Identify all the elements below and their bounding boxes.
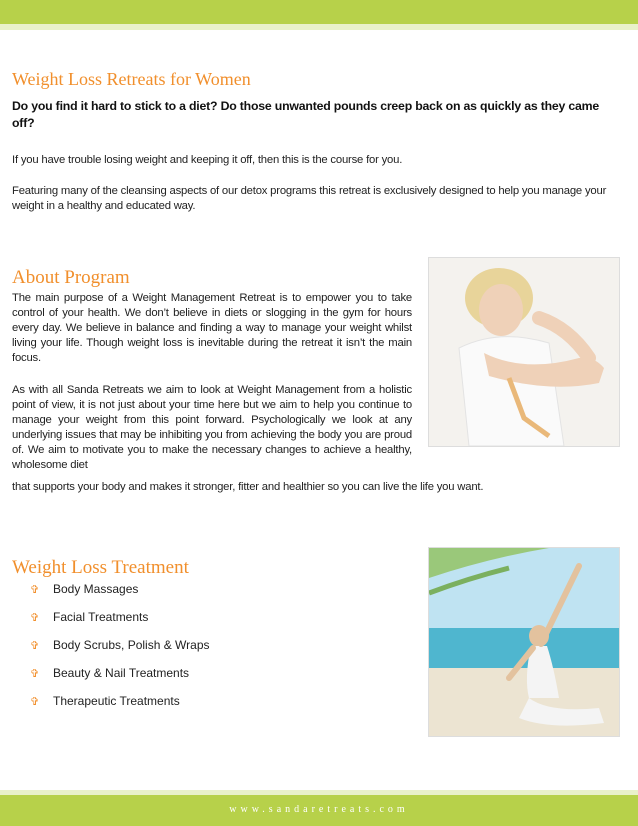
about-paragraph-2-tail: that supports your body and makes it stronger, fitter and healthier so you can live the life you want.	[12, 481, 484, 493]
cross-bullet-icon: ✞	[30, 582, 40, 596]
cross-bullet-icon: ✞	[30, 638, 40, 652]
treatment-list	[30, 575, 210, 715]
cross-bullet-icon: ✞	[30, 610, 40, 624]
footer-bar	[0, 790, 638, 826]
about-program-heading: About Program	[12, 266, 130, 288]
list-item	[30, 687, 210, 715]
cross-bullet-icon: ✞	[30, 666, 40, 680]
woman-measuring-tape-photo	[428, 257, 620, 447]
weight-loss-treatment-heading: Weight Loss Treatment	[12, 556, 189, 578]
list-item	[30, 575, 210, 603]
treatment-label: Therapeutic Treatments	[53, 694, 180, 708]
list-item	[30, 603, 210, 631]
list-item	[30, 659, 210, 687]
page-title: Weight Loss Retreats for Women	[12, 69, 251, 90]
about-paragraph-1: The main purpose of a Weight Management Retreat is to empower you to take control of your health. We don’t believe in diets or slogging in the gym for hours every day. We believe in balance and finding a way to manage your weight whilst living your life. Though weight loss is inevitable during the retreat it isn’t the main focus.	[12, 292, 412, 364]
treatment-label: Body Scrubs, Polish & Wraps	[53, 638, 210, 652]
list-item	[30, 631, 210, 659]
treatment-label: Beauty & Nail Treatments	[53, 666, 190, 680]
footer-website-url[interactable]: www.sandaretreats.com	[229, 804, 409, 815]
lead-question: Do you find it hard to stick to a diet? Do those unwanted pounds creep back on as quickly as they came off?	[12, 99, 600, 130]
top-decorative-bar	[0, 0, 638, 30]
cross-bullet-icon: ✞	[30, 694, 40, 708]
treatment-label: Facial Treatments	[53, 610, 149, 624]
description-paragraph: Featuring many of the cleansing aspects of our detox programs this retreat is exclusively designed to help you manage your weight in a healthy and educated way.	[12, 185, 607, 212]
about-paragraph-2: As with all Sanda Retreats we aim to look at Weight Management from a holistic point of view, it is not just about your time here but we aim to help you continue to manage your weight from this point forward. Psychologically we look at any underlying issues that may be inhibiting you from achieving the body you are proud of. We aim to motivate you to make the necessary changes to achieve a healthy, wholesome diet	[12, 384, 412, 471]
beach-yoga-photo	[428, 547, 620, 737]
treatment-label: Body Massages	[53, 582, 139, 596]
intro-paragraph: If you have trouble losing weight and keeping it off, then this is the course for you.	[12, 154, 403, 166]
